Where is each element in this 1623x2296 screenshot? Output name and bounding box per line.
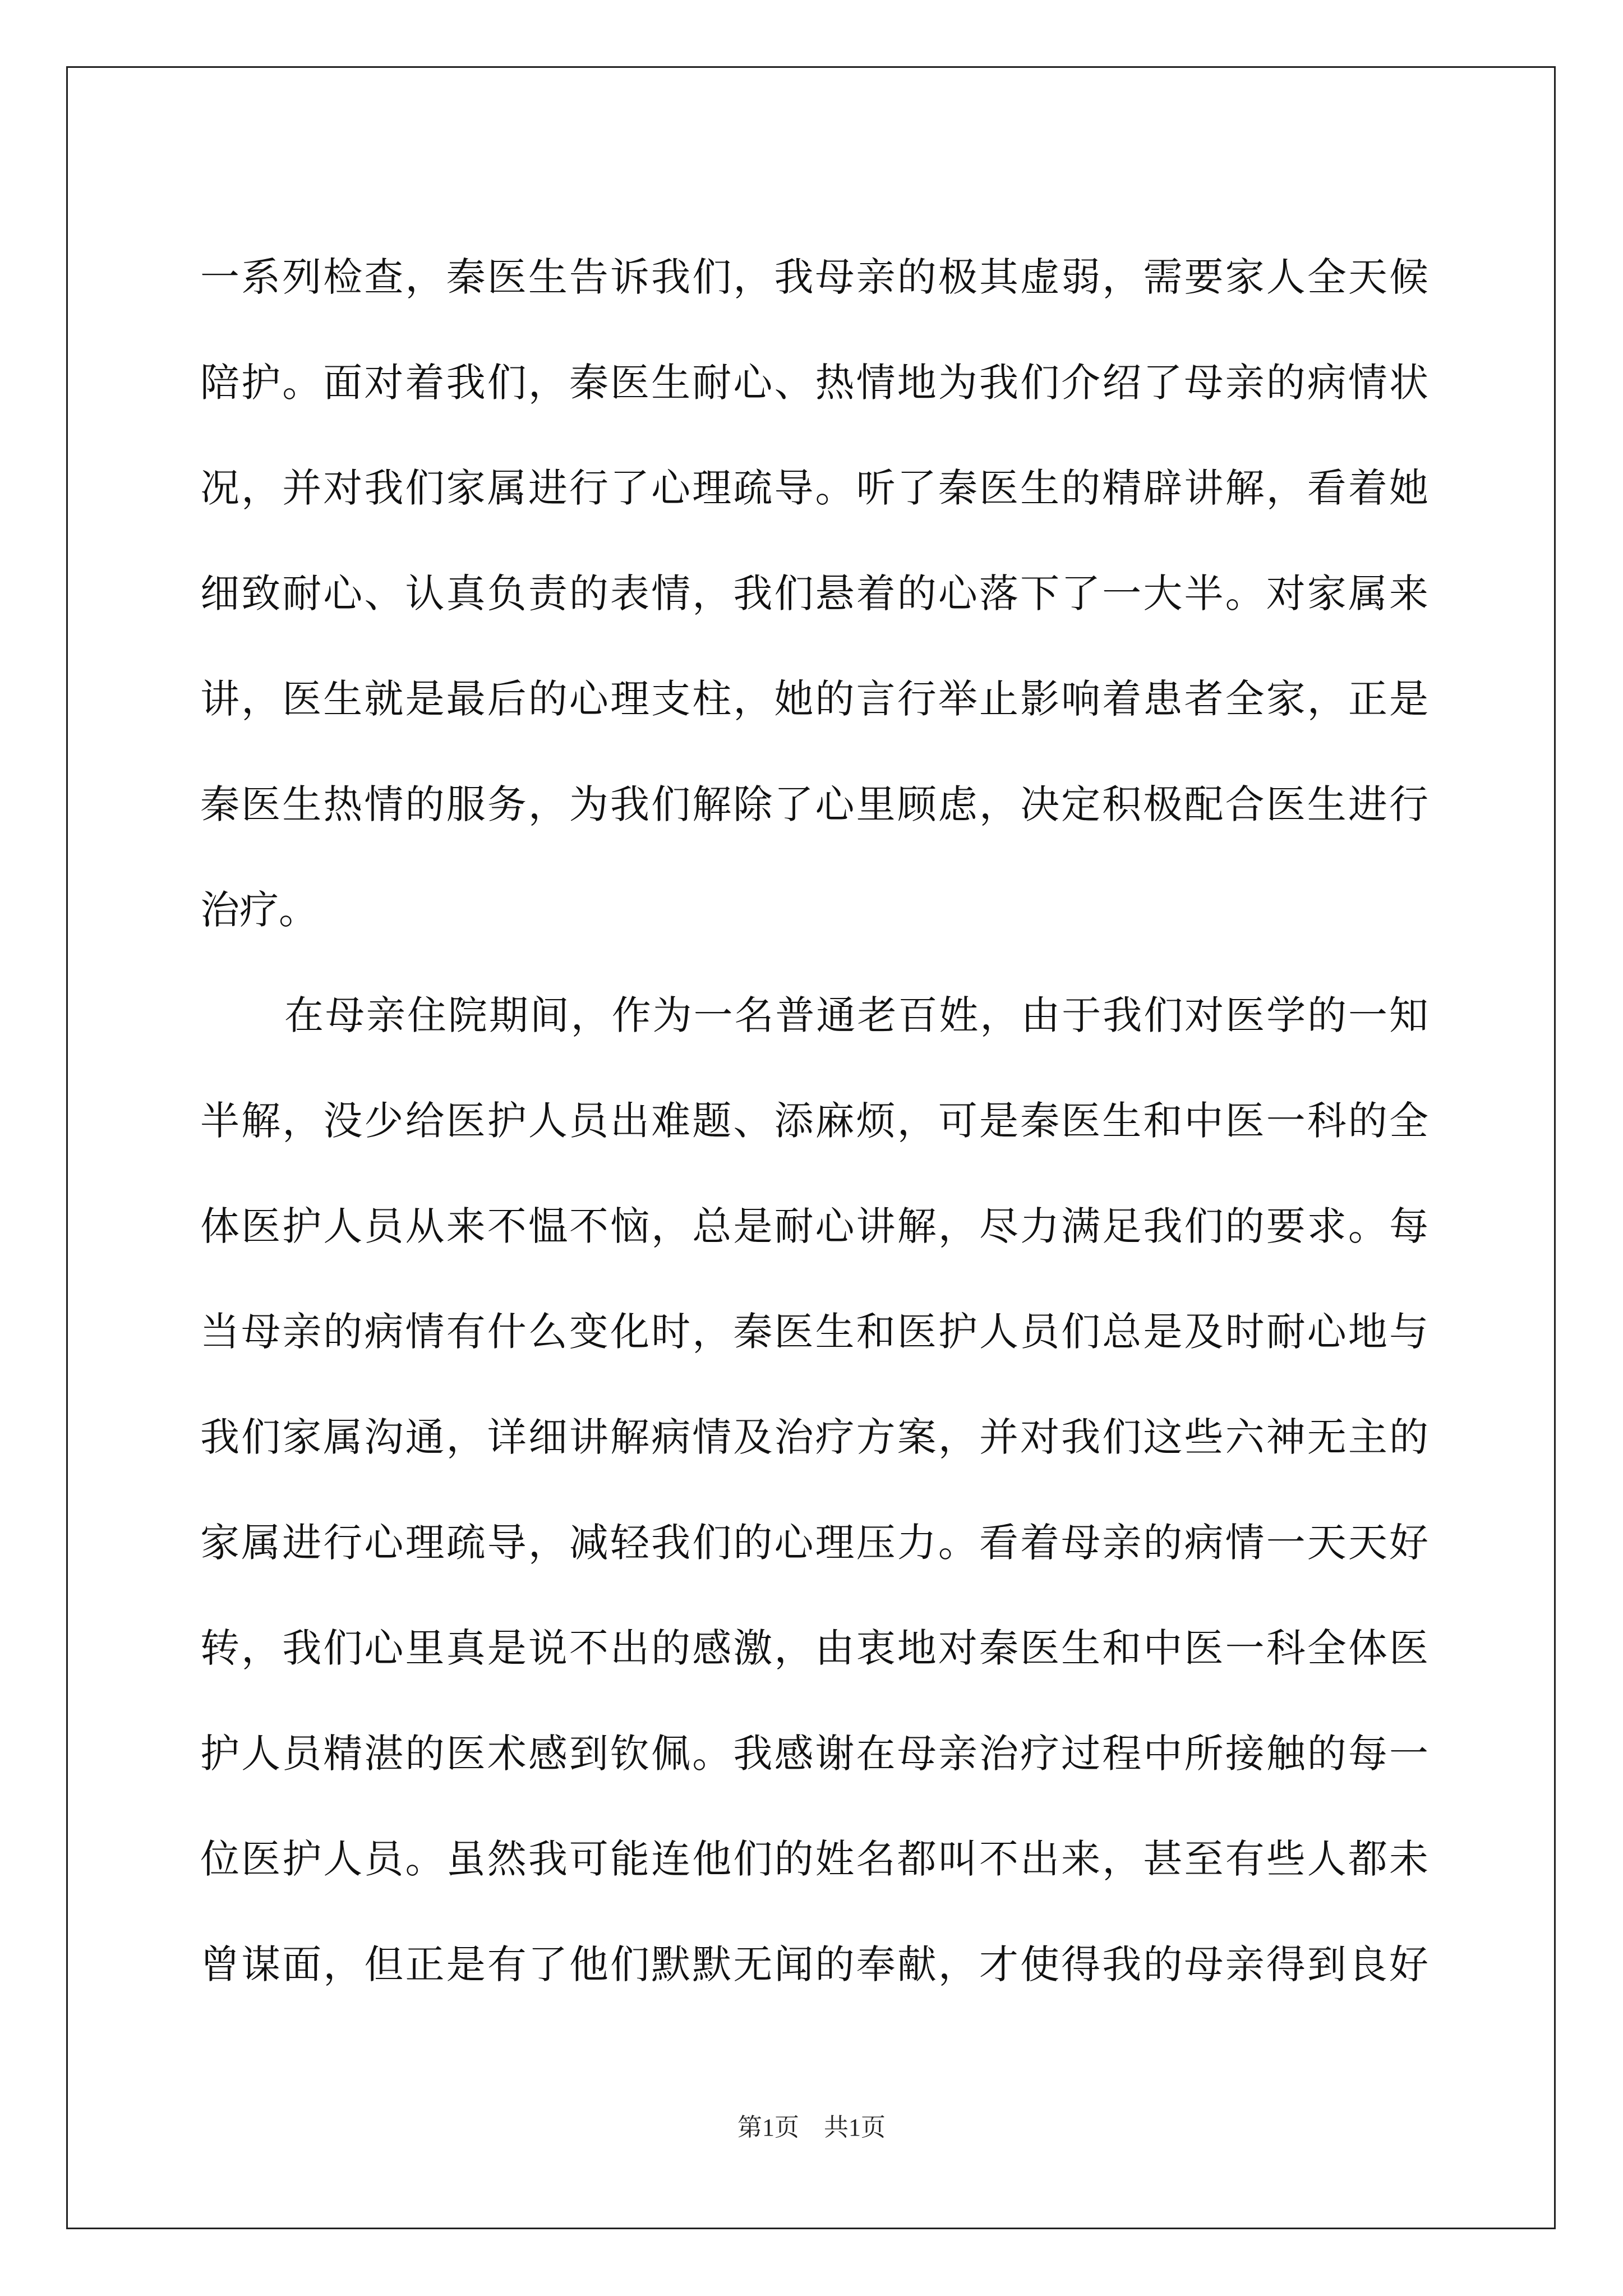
text-line: 一系列检查，秦医生告诉我们，我母亲的极其虚弱，需要家人全天候 [200,254,1428,300]
paragraph [200,224,1428,963]
paragraph [200,963,1428,2017]
page-number-footer: 第1页 共1页 [737,2114,886,2141]
text-line: 曾谋面，但正是有了他们默默无闻的奉献，才使得我的母亲得到良好 [200,1941,1428,1987]
text-line: 况，并对我们家属进行了心理疏导。听了秦医生的精辟讲解，看着她 [200,465,1428,511]
text-line: 家属进行心理疏导，减轻我们的心理压力。看着母亲的病情一天天好 [200,1520,1428,1566]
text-line: 当母亲的病情有什么变化时，秦医生和医护人员们总是及时耐心地与 [200,1309,1428,1355]
text-line: 半解，没少给医护人员出难题、添麻烦，可是秦医生和中医一科的全 [200,1098,1428,1144]
text-line: 在母亲住院期间，作为一名普通老百姓，由于我们对医学的一知 [284,992,1428,1038]
text-line: 转，我们心里真是说不出的感激，由衷地对秦医生和中医一科全体医 [200,1625,1428,1671]
text-line: 细致耐心、认真负责的表情，我们悬着的心落下了一大半。对家属来 [200,570,1428,616]
document-body [200,224,1428,2017]
text-line: 秦医生热情的服务，为我们解除了心里顾虑，决定积极配合医生进行 [200,781,1428,827]
text-line: 陪护。面对着我们，秦医生耐心、热情地为我们介绍了母亲的病情状 [200,360,1428,406]
text-line: 体医护人员从来不愠不恼，总是耐心讲解，尽力满足我们的要求。每 [200,1203,1428,1249]
text-line: 我们家属沟通，详细讲解病情及治疗方案，并对我们这些六神无主的 [200,1414,1428,1460]
text-line: 治疗。 [200,887,318,933]
text-line: 讲，医生就是最后的心理支柱，她的言行举止影响着患者全家，正是 [200,676,1428,722]
text-line: 护人员精湛的医术感到钦佩。我感谢在母亲治疗过程中所接触的每一 [200,1731,1428,1777]
text-line: 位医护人员。虽然我可能连他们的姓名都叫不出来，甚至有些人都未 [200,1836,1428,1882]
